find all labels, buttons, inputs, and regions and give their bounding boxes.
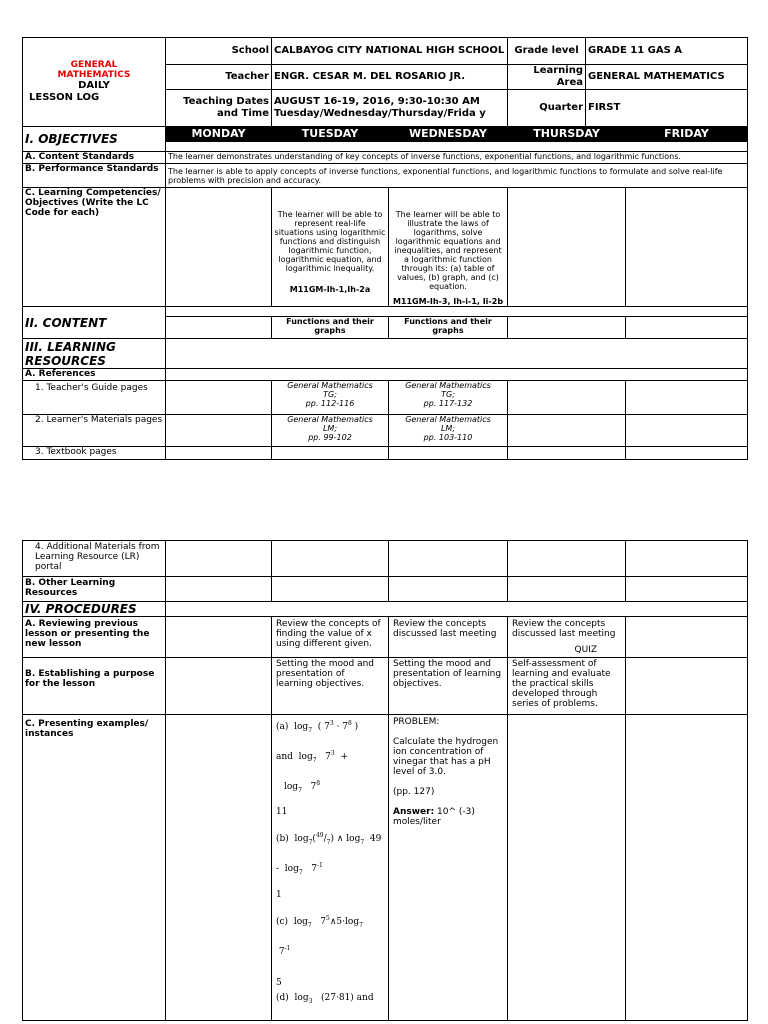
content-thursday bbox=[508, 317, 626, 339]
tg-monday bbox=[166, 381, 272, 415]
tg-thursday bbox=[508, 381, 626, 415]
other-friday bbox=[626, 577, 748, 602]
lm-thursday bbox=[508, 415, 626, 447]
reviewing-tuesday: Review the concepts of finding the value of x using different given. bbox=[272, 617, 389, 658]
dll-title-cell bbox=[23, 38, 166, 127]
purpose-friday bbox=[626, 658, 748, 715]
procedures-blank bbox=[166, 602, 748, 617]
textbook-monday bbox=[166, 447, 272, 460]
lm-tuesday-pages: pp. 99-102 bbox=[308, 433, 352, 442]
additional-friday bbox=[626, 541, 748, 577]
content-heading: II. CONTENT bbox=[23, 307, 166, 339]
presenting-thursday bbox=[508, 715, 626, 1021]
dll-upper-table bbox=[22, 37, 748, 460]
objectives-heading: I. OBJECTIVES bbox=[23, 127, 166, 152]
teacher-value: ENGR. CESAR M. DEL ROSARIO JR. bbox=[272, 65, 508, 90]
tg-label: 1. Teacher's Guide pages bbox=[23, 381, 166, 415]
example-b-answer: 1 bbox=[276, 889, 282, 900]
teacher-label: Teacher bbox=[166, 65, 272, 90]
presenting-monday bbox=[166, 715, 272, 1021]
example-c: (c) $\log_7$ $7^5\wedge 5\cdot\log_7$ bbox=[276, 914, 363, 929]
competencies-label: C. Learning Competencies/ Objectives (Write the LC Code for each) bbox=[23, 188, 166, 307]
quarter-value: FIRST bbox=[586, 90, 748, 127]
example-d: (d) $\log_3$ (27·81) and bbox=[276, 992, 374, 1005]
example-a-answer: 11 bbox=[276, 807, 288, 818]
reviewing-monday bbox=[166, 617, 272, 658]
presenting-label: C. Presenting examples/ instances bbox=[23, 715, 166, 1021]
purpose-monday bbox=[166, 658, 272, 715]
other-tuesday bbox=[272, 577, 389, 602]
dll-lower-table bbox=[22, 540, 748, 1021]
dates-value: AUGUST 16-19, 2016, 9:30-10:30 AM Tuesday/Wednesday/Thursday/Frida y bbox=[272, 90, 508, 127]
textbook-tuesday bbox=[272, 447, 389, 460]
dates-label: Teaching Dates and Time bbox=[166, 90, 272, 127]
lm-label: 2. Learner's Materials pages bbox=[23, 415, 166, 447]
objectives-blank bbox=[166, 142, 748, 152]
school-label: School bbox=[166, 38, 272, 65]
competencies-wednesday-text: The learner will be able to illustrate the laws of logarithms, solve logarithmic equations and inequalities, and represent a logarithmic function through its: (a) table of values, (b) graph, and (c) equation. bbox=[394, 210, 502, 291]
tg-wednesday bbox=[389, 381, 508, 415]
presenting-tuesday bbox=[272, 715, 389, 1021]
competencies-friday bbox=[626, 188, 748, 307]
tg-wednesday-type: TG; bbox=[441, 390, 455, 399]
additional-monday bbox=[166, 541, 272, 577]
competencies-tuesday-code: M11GM-Ih-1,Ih-2a bbox=[289, 285, 371, 294]
performance-standards-label: B. Performance Standards bbox=[23, 164, 166, 188]
example-c-answer: 5 bbox=[276, 977, 282, 988]
learning-area-value: GENERAL MATHEMATICS bbox=[586, 65, 748, 90]
content-standards-label: A. Content Standards bbox=[23, 152, 166, 164]
textbook-friday bbox=[626, 447, 748, 460]
competencies-thursday bbox=[508, 188, 626, 307]
dll-title-log: LESSON LOG bbox=[29, 92, 100, 103]
purpose-tuesday: Setting the mood and presentation of learning objectives. bbox=[272, 658, 389, 715]
performance-standards-text: The learner is able to apply concepts of inverse functions, exponential functions, and logarithmic functions to formulate and solve real-life problems with precision and accuracy. bbox=[166, 164, 748, 188]
problem-answer bbox=[393, 807, 503, 827]
purpose-thursday: Self-assessment of learning and evaluate the practical skills developed through series of problems. bbox=[508, 658, 626, 715]
textbook-thursday bbox=[508, 447, 626, 460]
other-resources-label: B. Other Learning Resources bbox=[23, 577, 166, 602]
purpose-label: B. Establishing a purpose for the lesson bbox=[23, 658, 166, 715]
tg-friday bbox=[626, 381, 748, 415]
other-monday bbox=[166, 577, 272, 602]
reviewing-thursday-text: Review the concepts discussed last meeting bbox=[512, 619, 616, 639]
tg-tuesday bbox=[272, 381, 389, 415]
content-standards-text: The learner demonstrates understanding of key concepts of inverse functions, exponential functions, and logarithmic functions. bbox=[166, 152, 748, 164]
lm-wednesday-type: LM; bbox=[440, 424, 456, 433]
tg-wednesday-pages: pp. 117-132 bbox=[423, 399, 473, 408]
day-wednesday: WEDNESDAY bbox=[389, 127, 508, 142]
day-thursday: THURSDAY bbox=[508, 127, 626, 142]
quiz-label: QUIZ bbox=[574, 645, 597, 655]
lm-friday bbox=[626, 415, 748, 447]
example-b: (b) $\log_7(^{49}/_7)$ ∧ $\log_7 49$ bbox=[276, 832, 382, 847]
content-tuesday: Functions and their graphs bbox=[272, 317, 389, 339]
other-wednesday bbox=[389, 577, 508, 602]
purpose-wednesday: Setting the mood and presentation of learning objectives. bbox=[389, 658, 508, 715]
example-a-cont: and $\log_7 7^3$ + bbox=[276, 749, 348, 764]
lm-tuesday bbox=[272, 415, 389, 447]
references-blank bbox=[166, 369, 748, 381]
example-a-cont2: $\log_7 7^8$ bbox=[284, 779, 321, 794]
example-a: (a) $\log_7$ ( $7^3 \cdot 7^8$ ) bbox=[276, 720, 359, 734]
textbook-wednesday bbox=[389, 447, 508, 460]
additional-tuesday bbox=[272, 541, 389, 577]
content-blank bbox=[166, 307, 748, 317]
reviewing-thursday bbox=[508, 617, 626, 658]
competencies-wednesday bbox=[389, 188, 508, 307]
reviewing-friday bbox=[626, 617, 748, 658]
other-thursday bbox=[508, 577, 626, 602]
procedures-heading: IV. PROCEDURES bbox=[23, 602, 166, 617]
content-friday bbox=[626, 317, 748, 339]
grade-label: Grade level bbox=[508, 38, 586, 65]
reviewing-label: A. Reviewing previous lesson or presenting the new lesson bbox=[23, 617, 166, 658]
problem-label: PROBLEM: bbox=[393, 717, 440, 727]
textbook-label: 3. Textbook pages bbox=[23, 447, 166, 460]
dll-title-red: GENERAL MATHEMATICS bbox=[57, 60, 131, 80]
grade-value: GRADE 11 GAS A bbox=[586, 38, 748, 65]
additional-thursday bbox=[508, 541, 626, 577]
competencies-wednesday-code: M11GM-Ih-3, Ih-i-1, Ii-2b bbox=[392, 297, 504, 306]
lm-wednesday-pages: pp. 103-110 bbox=[423, 433, 473, 442]
learning-area-label: Learning Area bbox=[508, 65, 586, 90]
problem-pages: (pp. 127) bbox=[393, 787, 435, 797]
tg-tuesday-title: General Mathematics bbox=[287, 381, 373, 390]
answer-label: Answer: bbox=[393, 807, 435, 817]
day-friday: FRIDAY bbox=[626, 127, 748, 142]
additional-wednesday bbox=[389, 541, 508, 577]
lm-monday bbox=[166, 415, 272, 447]
day-monday: MONDAY bbox=[166, 127, 272, 142]
content-monday bbox=[166, 317, 272, 339]
lm-tuesday-title: General Mathematics bbox=[287, 415, 373, 424]
tg-tuesday-pages: pp. 112-116 bbox=[305, 399, 355, 408]
reviewing-wednesday: Review the concepts discussed last meeting bbox=[389, 617, 508, 658]
competencies-tuesday-text: The learner will be able to represent real-life situations using logarithmic functions and distinguish logarithmic function, logarithmic equation, and logarithmic inequality. bbox=[274, 210, 386, 273]
day-tuesday: TUESDAY bbox=[272, 127, 389, 142]
lm-wednesday bbox=[389, 415, 508, 447]
quarter-label: Quarter bbox=[508, 90, 586, 127]
answer-value: 10^ (-3) moles/liter bbox=[393, 807, 475, 827]
tg-tuesday-type: TG; bbox=[323, 390, 337, 399]
resources-heading: III. LEARNING RESOURCES bbox=[23, 339, 166, 369]
competencies-monday bbox=[166, 188, 272, 307]
example-b-cont: - $\log_7 7^{-1}$ bbox=[276, 862, 323, 876]
lm-tuesday-type: LM; bbox=[322, 424, 338, 433]
content-wednesday: Functions and their graphs bbox=[389, 317, 508, 339]
additional-materials-label: 4. Additional Materials from Learning Resource (LR) portal bbox=[23, 541, 166, 577]
resources-blank bbox=[166, 339, 748, 369]
references-label: A. References bbox=[23, 369, 166, 381]
presenting-wednesday bbox=[389, 715, 508, 1021]
dll-title-daily: DAILY bbox=[78, 80, 110, 91]
lm-wednesday-title: General Mathematics bbox=[405, 415, 491, 424]
presenting-friday bbox=[626, 715, 748, 1021]
competencies-tuesday bbox=[272, 188, 389, 307]
tg-wednesday-title: General Mathematics bbox=[405, 381, 491, 390]
example-c-cont: $7^{-1}$ bbox=[276, 944, 291, 957]
school-value: CALBAYOG CITY NATIONAL HIGH SCHOOL bbox=[272, 38, 508, 65]
problem-text: Calculate the hydrogen ion concentration of vinegar that has a pH level of 3.0. bbox=[393, 737, 499, 777]
